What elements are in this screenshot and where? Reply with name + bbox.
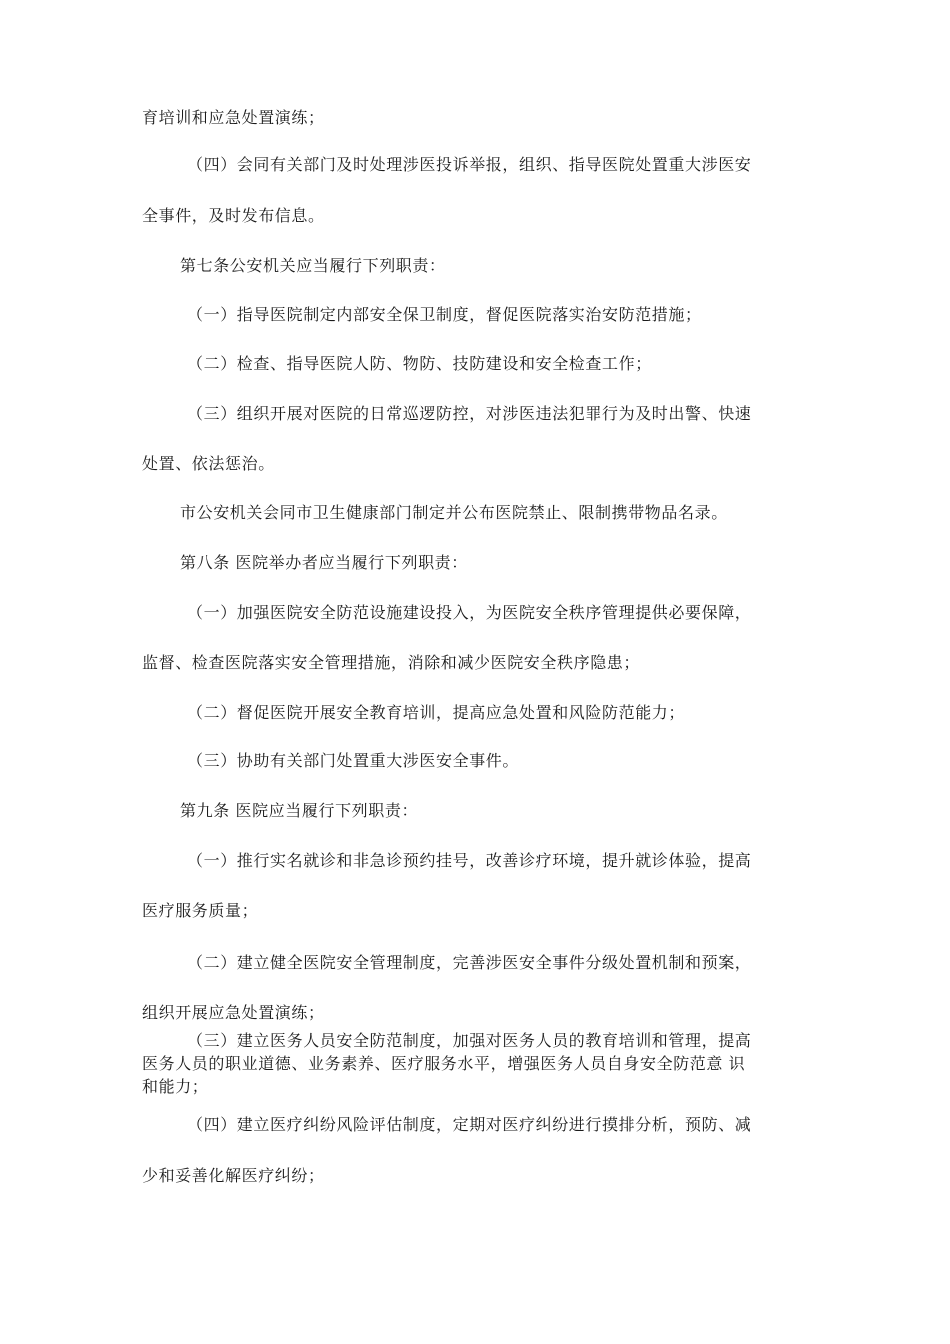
article-heading: 第九条 医院应当履行下列职责： — [180, 801, 419, 820]
text-line: 市公安机关会同市卫生健康部门制定并公布医院禁止、限制携带物品名录。 — [180, 503, 728, 522]
text-line: （四）建立医疗纠纷风险评估制度，定期对医疗纠纷进行摸排分析，预防、减 — [187, 1115, 752, 1134]
text-line: 处置、依法惩治。 — [142, 454, 275, 473]
tight-paragraph — [142, 1029, 818, 1098]
text-line: （一）推行实名就诊和非急诊预约挂号，改善诊疗环境，提升就诊体验，提高 — [187, 851, 752, 870]
text-line: 组织开展应急处置演练； — [142, 1003, 325, 1022]
text-line: （一）指导医院制定内部安全保卫制度，督促医院落实治安防范措施； — [187, 305, 702, 324]
article-heading: 第八条 医院举办者应当履行下列职责： — [180, 553, 468, 572]
text-line: （二）建立健全医院安全管理制度，完善涉医安全事件分级处置机制和预案， — [187, 953, 752, 972]
text-line: 育培训和应急处置演练； — [142, 108, 325, 127]
article-heading: 第七条公安机关应当履行下列职责： — [180, 256, 446, 275]
text-line: （二）检查、指导医院人防、物防、技防建设和安全检查工作； — [187, 354, 652, 373]
text-line: （三）协助有关部门处置重大涉医安全事件。 — [187, 751, 520, 770]
text-line: 监督、检查医院落实安全管理措施，消除和减少医院安全秩序隐患； — [142, 653, 641, 672]
text-line: 医务人员的职业道德、业务素养、医疗服务水平，增强医务人员自身安全防范意 识 — [142, 1054, 746, 1073]
text-line: 全事件，及时发布信息。 — [142, 206, 325, 225]
text-line: 少和妥善化解医疗纠纷； — [142, 1166, 325, 1185]
text-line: 和能力； — [142, 1077, 209, 1096]
text-line: （三）建立医务人员安全防范制度，加强对医务人员的教育培训和管理，提高 — [187, 1031, 752, 1050]
text-line: （一）加强医院安全防范设施建设投入，为医院安全秩序管理提供必要保障， — [187, 603, 752, 622]
text-line: （二）督促医院开展安全教育培训，提高应急处置和风险防范能力； — [187, 703, 686, 722]
text-line: 医疗服务质量； — [142, 901, 259, 920]
text-line: （三）组织开展对医院的日常巡逻防控，对涉医违法犯罪行为及时出警、快速 — [187, 404, 752, 423]
text-line: （四）会同有关部门及时处理涉医投诉举报，组织、指导医院处置重大涉医安 — [187, 155, 752, 174]
